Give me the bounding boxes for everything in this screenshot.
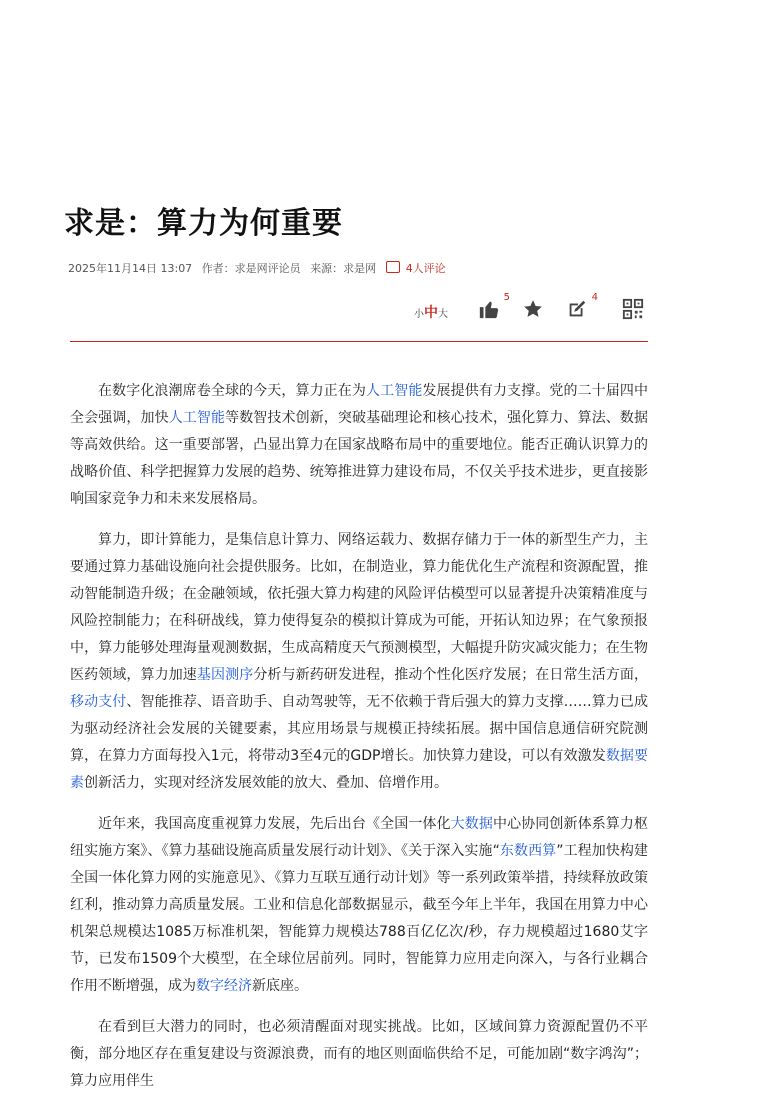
article-body bbox=[70, 378, 648, 1109]
favorite-button[interactable] bbox=[522, 298, 546, 322]
text: 中心协同创新体系算力枢纽实施方案》、《算力基础设施高质量发展行动计划》、《关于深入实施“ bbox=[70, 816, 649, 859]
font-size-switcher bbox=[414, 302, 448, 322]
keyword-link[interactable]: 数字经济 bbox=[196, 978, 252, 994]
text: 发展提供有力支撑。党的二十届四中全会强调，加快 bbox=[70, 383, 649, 426]
edit-button[interactable] bbox=[566, 292, 598, 322]
keyword-link[interactable]: 基因测序 bbox=[196, 667, 254, 683]
text: ”工程加快构建全国一体化算力网的实施意见》、《算力互联互通行动计划》等一系列政策举措，持续释放政策红利，推动算力高质量发展。工业和信息化部数据显示，截至今年上半年，我国在用算力中心机架总规模达1085万标准机架，智能算力规模达788百亿亿次/秒，存力规模超过1680艾字节，已发布1509个大模型，在全球位居前列。同时，智能算力应用走向深入，与各行业耦合作用不断增强，成为 bbox=[70, 843, 648, 994]
article-meta bbox=[68, 260, 458, 276]
font-medium-button[interactable]: 中 bbox=[424, 305, 438, 321]
edit-count: 4 bbox=[591, 292, 598, 303]
qr-code-icon bbox=[622, 298, 644, 320]
text: 在数字化浪潮席卷全球的今天，算力正在为 bbox=[98, 383, 366, 399]
keyword-link[interactable]: 东数西算 bbox=[499, 843, 557, 859]
title-divider bbox=[70, 341, 648, 342]
keyword-link[interactable]: 人工智能 bbox=[168, 410, 226, 426]
text: 创新活力，实现对经济发展效能的放大、叠加、倍增作用。 bbox=[84, 775, 448, 791]
comment-icon bbox=[386, 261, 400, 273]
comments-count: 4人评论 bbox=[405, 262, 446, 275]
keyword-link[interactable]: 大数据 bbox=[450, 816, 493, 832]
font-large-button[interactable]: 大 bbox=[438, 309, 448, 320]
font-small-button[interactable]: 小 bbox=[414, 309, 424, 320]
paragraph bbox=[70, 527, 648, 797]
qr-code-button[interactable] bbox=[622, 298, 646, 322]
author: 作者：求是网评论员 bbox=[201, 262, 301, 275]
page-title: 求是：算力为何重要 bbox=[64, 206, 343, 241]
text: 在看到巨大潜力的同时，也必须清醒面对现实挑战。比如，区域间算力资源配置仍不平衡，部分地区存在重复建设与资源浪费，而有的地区则面临供给不足，可能加剧“数字鸿沟”；算力应用伴生 bbox=[70, 1019, 648, 1089]
keyword-link[interactable]: 人工智能 bbox=[366, 383, 423, 399]
text: 新底座。 bbox=[252, 978, 308, 994]
text: 算力，即计算能力，是集信息计算力、网络运载力、数据存储力于一体的新型生产力，主要通过算力基础设施向社会提供服务。比如，在制造业，算力能优化生产流程和资源配置，推动智能制造升级；在金融领域，依托强大算力构建的风险评估模型可以显著提升决策精准度与风险控制能力；在科研战线，算力使得复杂的模拟计算成为可能，开拓认知边界；在气象预报中，算力能够处理海量观测数据，生成高精度天气预测模型，大幅提升防灾减灾能力；在生物医药领域，算力加速 bbox=[70, 532, 648, 683]
text: 分析与新药研发进程，推动个性化医疗发展；在日常生活方面， bbox=[253, 667, 649, 683]
paragraph bbox=[70, 811, 648, 1000]
paragraph bbox=[70, 1014, 648, 1095]
comments-link[interactable] bbox=[386, 262, 452, 275]
like-button[interactable] bbox=[478, 292, 510, 322]
source: 来源：求是网 bbox=[310, 262, 377, 275]
text: 、智能推荐、语音助手、自动驾驶等，无不依赖于背后强大的算力支撑……算力已成为驱动经济社会发展的关键要素，其应用场景与规模正持续拓展。据中国信息通信研究院测算，在算力方面每投入1元，将带动3至4元的GDP增长。加快算力建设，可以有效激发 bbox=[70, 694, 649, 764]
thumbs-up-icon bbox=[478, 298, 500, 320]
article-toolbar bbox=[0, 294, 768, 324]
text: 近年来，我国高度重视算力发展，先后出台《全国一体化 bbox=[98, 816, 451, 832]
paragraph bbox=[70, 378, 648, 513]
like-count: 5 bbox=[503, 292, 510, 303]
star-icon bbox=[522, 298, 544, 320]
keyword-link[interactable]: 移动支付 bbox=[70, 694, 127, 710]
publish-datetime: 2025年11月14日 13:07 bbox=[68, 262, 193, 275]
text: 等数智技术创新，突破基础理论和核心技术，强化算力、算法、数据等高效供给。这一重要部署，凸显出算力在国家战略布局中的重要地位。能否正确认识算力的战略价值、科学把握算力发展的趋势、统筹推进算力建设布局，不仅关乎技术进步，更直接影响国家竞争力和未来发展格局。 bbox=[70, 410, 649, 507]
edit-icon bbox=[566, 298, 588, 320]
keyword-link[interactable]: 数据要素 bbox=[70, 748, 649, 791]
